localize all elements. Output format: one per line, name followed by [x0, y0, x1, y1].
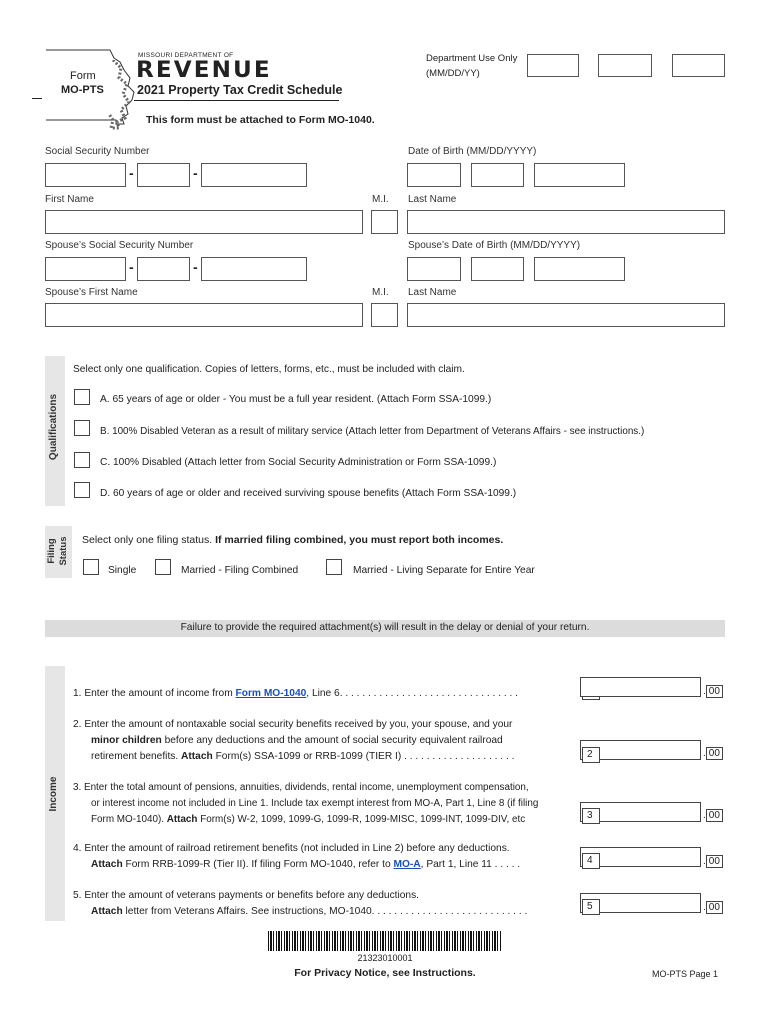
spouse-first-name-input[interactable]	[45, 303, 363, 327]
spouse-ssn-label: Spouse’s Social Security Number	[45, 240, 194, 251]
line-number-box: 3	[582, 808, 600, 824]
qualification-d-checkbox[interactable]	[74, 482, 90, 498]
line-5-cents: . 00	[703, 902, 723, 913]
ssn-dash: -	[129, 165, 134, 181]
qualification-a-checkbox[interactable]	[74, 389, 90, 405]
qualification-c-label: C. 100% Disabled (Attach letter from Social Security Administration or Form SSA-1099.)	[100, 457, 497, 468]
ssn-dash: -	[193, 165, 198, 181]
ssn-part-1-input[interactable]	[45, 163, 126, 187]
missouri-bootheel-graphic	[99, 60, 133, 130]
qualification-b-checkbox[interactable]	[74, 420, 90, 436]
line-2-cents: . 00	[703, 748, 723, 759]
agency-logo: REVENUE	[136, 58, 272, 83]
ssn-dash: -	[193, 259, 198, 275]
barcode	[268, 931, 502, 951]
line-3-cents: . 00	[703, 810, 723, 821]
dob-label: Date of Birth (MM/DD/YYYY)	[408, 146, 537, 157]
line-4-cents: . 00	[703, 856, 723, 867]
spouse-mi-label: M.I.	[372, 287, 389, 298]
line-number-box: 4	[582, 853, 600, 869]
line-1-cents: . 00	[703, 686, 723, 697]
income-line-4-text: 4. Enter the amount of railroad retirement benefits (not included in Line 2) before any deductions. Attach Form RRB-1099-R (Tier II). If filing Form MO-1040, refer to MO-A, Part 1, Line 11 . . . . .	[73, 843, 521, 870]
privacy-notice: For Privacy Notice, see Instructions.	[294, 967, 476, 979]
dept-use-day-box[interactable]	[598, 54, 652, 77]
filing-married-combined-checkbox[interactable]	[155, 559, 171, 575]
mo-a-link[interactable]: MO-A	[393, 859, 421, 870]
filing-single-checkbox[interactable]	[83, 559, 99, 575]
qualification-d-label: D. 60 years of age or older and received surviving spouse benefits (Attach Form SSA-1099.)	[100, 488, 517, 499]
line-number-box: 5	[582, 899, 600, 915]
spouse-last-name-input[interactable]	[407, 303, 725, 327]
form-label: Form	[70, 70, 96, 82]
form-mo-1040-link[interactable]: Form MO-1040	[235, 688, 307, 699]
spouse-dob-day-input[interactable]	[471, 257, 524, 281]
dept-use-format: (MM/DD/YY)	[426, 68, 480, 79]
income-line-2-text: 2. Enter the amount of nontaxable social security benefits received by you, your spouse, and your minor children before any deductions and the amount of social security equivalent railroad retirement benefits. Attach Form(s) SSA-1099 or RRB-1099 (TIER I) . . . . . . . . . . . . . . . . . . . .	[73, 719, 515, 762]
line-1-amount-input[interactable]	[580, 677, 701, 697]
spouse-last-name-label: Last Name	[408, 287, 457, 298]
spouse-dob-month-input[interactable]	[407, 257, 461, 281]
title-rule	[134, 100, 339, 101]
last-name-input[interactable]	[407, 210, 725, 234]
filing-side-label-2: Status	[58, 536, 69, 566]
first-name-input[interactable]	[45, 210, 363, 234]
page-title: 2021 Property Tax Credit Schedule	[137, 83, 343, 97]
mi-input[interactable]	[371, 210, 398, 234]
income-side-label: Income	[48, 776, 59, 812]
line-number-box: 2	[582, 747, 600, 763]
qualification-c-checkbox[interactable]	[74, 452, 90, 468]
spouse-ssn-part-2-input[interactable]	[137, 257, 190, 281]
qualification-a-label: A. 65 years of age or older - You must be a full year resident. (Attach Form SSA-1099.)	[100, 394, 492, 405]
spouse-mi-input[interactable]	[371, 303, 398, 327]
spouse-dob-year-input[interactable]	[534, 257, 625, 281]
filing-married-separate-label: Married - Living Separate for Entire Year	[353, 565, 535, 576]
corner-mark	[32, 98, 42, 99]
form-code: MO-PTS	[61, 84, 104, 96]
page-number: MO-PTS Page 1	[652, 969, 719, 979]
dept-use-year-box[interactable]	[672, 54, 725, 77]
qualification-b-label: B. 100% Disabled Veteran as a result of military service (Attach letter from Department of Veterans Affairs - see instructions.)	[100, 426, 645, 437]
dept-use-label: Department Use Only	[426, 53, 518, 64]
qualifications-intro: Select only one qualification. Copies of letters, forms, etc., must be included with claim.	[73, 364, 465, 375]
spouse-ssn-part-1-input[interactable]	[45, 257, 126, 281]
spouse-ssn-part-3-input[interactable]	[201, 257, 307, 281]
last-name-label: Last Name	[408, 194, 457, 205]
dob-month-input[interactable]	[407, 163, 461, 187]
agency-top-line: MISSOURI DEPARTMENT OF	[138, 52, 234, 59]
filing-married-combined-label: Married - Filing Combined	[181, 565, 299, 576]
qualifications-side-label: Qualifications	[48, 393, 59, 461]
filing-single-label: Single	[108, 565, 137, 576]
ssn-label: Social Security Number	[45, 146, 150, 157]
filing-side-label-1: Filing	[46, 538, 57, 564]
filing-married-separate-checkbox[interactable]	[326, 559, 342, 575]
spouse-first-name-label: Spouse’s First Name	[45, 287, 138, 298]
mi-label: M.I.	[372, 194, 389, 205]
ssn-part-3-input[interactable]	[201, 163, 307, 187]
income-line-1-text: 1. Enter the amount of income from Form MO-1040, Line 6. . . . . . . . . . . . . . . . . . . . . . . . . . . . . . . .	[73, 688, 519, 699]
spouse-dob-label: Spouse’s Date of Birth (MM/DD/YYYY)	[408, 240, 581, 251]
attach-note: This form must be attached to Form MO-1040.	[146, 114, 375, 126]
filing-status-intro: Select only one filing status. If married filing combined, you must report both incomes.	[82, 534, 504, 546]
first-name-label: First Name	[45, 194, 94, 205]
dob-day-input[interactable]	[471, 163, 524, 187]
barcode-number: 21323010001	[357, 953, 413, 963]
income-line-5-text: 5. Enter the amount of veterans payments or benefits before any deductions. Attach letter from Veterans Affairs. See instructions, MO-1040. . . . . . . . . . . . . . . . . . . . . . . . . . . .	[73, 890, 528, 917]
income-line-3-text: 3. Enter the total amount of pensions, annuities, dividends, rental income, unemployment compensation, or interest income not included in Line 1. Include tax exempt interest from MO-A, Part 1, Line 8 (if filing Form MO-1040). Attach Form(s) W-2, 1099, 1099-G, 1099-R, 1099-MISC, 1099-INT, 1099-DIV, etc	[73, 782, 539, 825]
warning-text: Failure to provide the required attachment(s) will result in the delay or denial of your return.	[180, 622, 590, 633]
dob-year-input[interactable]	[534, 163, 625, 187]
ssn-part-2-input[interactable]	[137, 163, 190, 187]
dept-use-month-box[interactable]	[527, 54, 579, 77]
ssn-dash: -	[129, 259, 134, 275]
